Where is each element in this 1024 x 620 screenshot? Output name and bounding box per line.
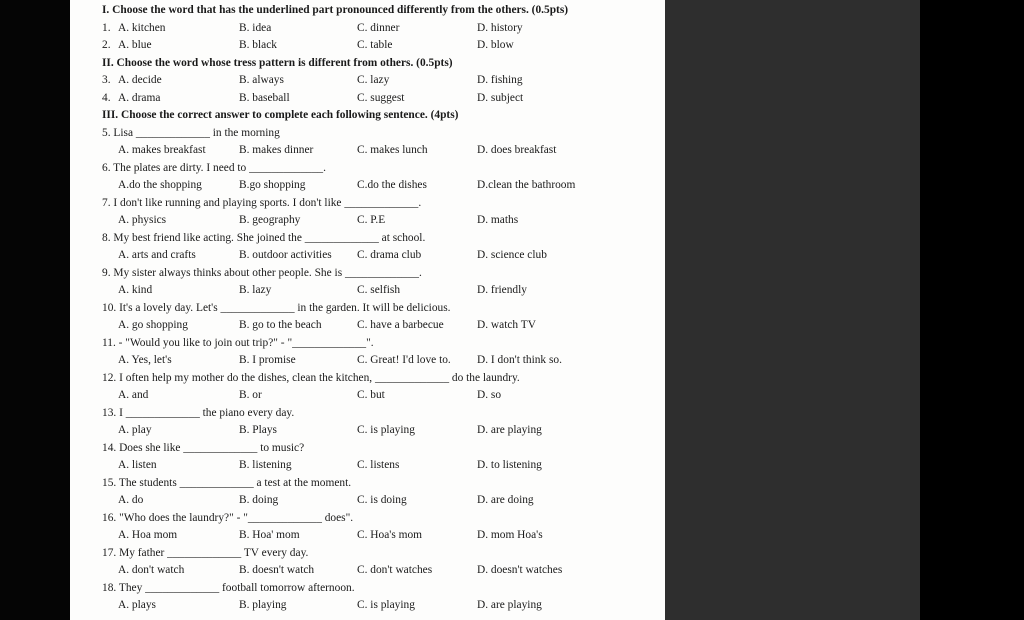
- option-c: C. don't watches: [357, 564, 433, 576]
- option-c: C. makes lunch: [357, 144, 428, 156]
- worksheet-content: [102, 2, 662, 615]
- option-c: C. Hoa's mom: [357, 529, 423, 541]
- answer-options-row: [102, 142, 662, 160]
- option-c: C. Great! I'd love to.: [357, 354, 451, 366]
- option-b: B. Plays: [239, 424, 277, 436]
- option-a: A. Hoa mom: [118, 529, 178, 541]
- section-heading: [102, 107, 662, 125]
- option-a: A. don't watch: [118, 564, 185, 576]
- option-c: C. listens: [357, 459, 400, 471]
- right-gray-panel: [665, 0, 920, 620]
- option-d: D. subject: [477, 91, 524, 104]
- right-dark-margin: [920, 0, 1024, 620]
- question-stem: [102, 510, 662, 528]
- option-b: B. playing: [239, 599, 287, 611]
- answer-options-row: [102, 527, 662, 545]
- option-a: A. plays: [118, 599, 156, 611]
- question-text: 18. They _____________ football tomorrow afternoon.: [102, 581, 355, 594]
- section-heading-text: I. Choose the word that has the underlined part pronounced differently from the others. (0.5pts): [102, 4, 569, 16]
- question-stem: [102, 475, 662, 493]
- answer-options-row: [102, 317, 662, 335]
- option-a: A. makes breakfast: [118, 144, 206, 156]
- answer-options-row: [102, 597, 662, 615]
- answer-options-row: [102, 457, 662, 475]
- section-heading: [102, 55, 662, 73]
- question-stem: [102, 265, 662, 283]
- option-b: B. lazy: [239, 284, 272, 296]
- option-b: B. outdoor activities: [239, 249, 332, 261]
- question-number: 2.: [102, 39, 111, 51]
- option-b: B. black: [239, 39, 277, 51]
- option-a: A. go shopping: [118, 319, 188, 331]
- option-b: B.go shopping: [239, 179, 306, 191]
- section-heading-text: III. Choose the correct answer to complete each following sentence. (4pts): [102, 109, 459, 121]
- option-d: D. are playing: [477, 599, 542, 611]
- option-d: D. are doing: [477, 494, 534, 506]
- option-a: A. blue: [118, 39, 152, 51]
- option-c: C.do the dishes: [357, 179, 427, 191]
- option-c: C. table: [357, 39, 393, 51]
- question-text: 6. The plates are dirty. I need to _____________.: [102, 161, 326, 174]
- option-a: A. do: [118, 494, 144, 506]
- option-a: A. play: [118, 424, 152, 436]
- question-number: 1.: [102, 21, 111, 34]
- option-a: A. drama: [118, 91, 161, 104]
- question-text: 9. My sister always thinks about other people. She is _____________.: [102, 266, 422, 279]
- answer-options-row: [102, 562, 662, 580]
- option-b: B. or: [239, 389, 262, 401]
- answer-options-row: [102, 387, 662, 405]
- question-stem: [102, 580, 662, 598]
- option-c: C. is doing: [357, 494, 407, 506]
- question-stem: [102, 405, 662, 423]
- answer-options-row: [102, 492, 662, 510]
- option-b: B. always: [239, 74, 284, 86]
- option-b: B. makes dinner: [239, 144, 314, 156]
- question-text: 17. My father _____________ TV every day.: [102, 546, 309, 559]
- option-c: C. but: [357, 389, 385, 401]
- question-text: 5. Lisa _____________ in the morning: [102, 126, 280, 139]
- answer-options-row: [102, 282, 662, 300]
- option-d: D. science club: [477, 249, 547, 261]
- option-d: D. fishing: [477, 74, 523, 86]
- option-a: A. arts and crafts: [118, 249, 196, 261]
- option-a: A. physics: [118, 214, 167, 226]
- option-c: C. is playing: [357, 599, 415, 611]
- option-d: D. so: [477, 389, 502, 401]
- question-stem: [102, 300, 662, 318]
- option-a: A. listen: [118, 459, 157, 471]
- question-text: 8. My best friend like acting. She joined the _____________ at school.: [102, 231, 426, 244]
- option-a: A. kind: [118, 284, 153, 296]
- section-heading-text: II. Choose the word whose tress pattern is different from others. (0.5pts): [102, 56, 453, 69]
- option-d: D. maths: [477, 214, 519, 226]
- option-c: C. is playing: [357, 424, 415, 436]
- option-d: D. are playing: [477, 424, 542, 436]
- question-stem: [102, 160, 662, 178]
- option-c: C. dinner: [357, 21, 400, 34]
- question-text: 7. I don't like running and playing sports. I don't like _____________.: [102, 196, 422, 209]
- question-stem: [102, 335, 662, 353]
- left-dark-margin: [0, 0, 70, 620]
- question-text: 13. I _____________ the piano every day.: [102, 406, 295, 419]
- option-b: B. listening: [239, 459, 292, 471]
- option-d: D. does breakfast: [477, 144, 557, 156]
- question-text: 16. "Who does the laundry?" - "_____________ does".: [102, 511, 354, 524]
- answer-options-row: [102, 72, 662, 90]
- option-b: B. go to the beach: [239, 319, 322, 331]
- option-d: D. mom Hoa's: [477, 529, 543, 541]
- question-text: 11. - "Would you like to join out trip?" - "_____________".: [102, 336, 374, 349]
- option-d: D. history: [477, 21, 523, 34]
- option-b: B. I promise: [239, 354, 296, 366]
- option-b: B. Hoa' mom: [239, 529, 300, 541]
- option-d: D. I don't think so.: [477, 354, 562, 366]
- option-a: A.do the shopping: [118, 179, 202, 191]
- option-c: C. drama club: [357, 249, 422, 261]
- answer-options-row: [102, 177, 662, 195]
- answer-options-row: [102, 247, 662, 265]
- option-c: C. suggest: [357, 91, 405, 104]
- answer-options-row: [102, 212, 662, 230]
- option-d: D. blow: [477, 39, 514, 51]
- question-number: 3.: [102, 74, 111, 86]
- option-c: C. have a barbecue: [357, 319, 444, 331]
- answer-options-row: [102, 20, 662, 38]
- option-b: B. doesn't watch: [239, 564, 315, 576]
- section-heading: [102, 2, 662, 20]
- question-stem: [102, 125, 662, 143]
- option-d: D. to listening: [477, 459, 542, 471]
- question-text: 10. It's a lovely day. Let's _____________ in the garden. It will be delicious.: [102, 301, 451, 314]
- answer-options-row: [102, 352, 662, 370]
- option-c: C. lazy: [357, 74, 390, 86]
- option-a: A. decide: [118, 74, 162, 86]
- answer-options-row: [102, 422, 662, 440]
- question-stem: [102, 195, 662, 213]
- option-d: D. friendly: [477, 284, 527, 296]
- option-c: C. P.E: [357, 214, 386, 226]
- answer-options-row: [102, 90, 662, 108]
- answer-options-row: [102, 37, 662, 55]
- question-text: 14. Does she like _____________ to music?: [102, 441, 305, 454]
- question-stem: [102, 440, 662, 458]
- question-stem: [102, 545, 662, 563]
- option-b: B. geography: [239, 214, 301, 226]
- option-c: C. selfish: [357, 284, 401, 296]
- option-d: D. doesn't watches: [477, 564, 563, 576]
- option-d: D. watch TV: [477, 319, 536, 331]
- question-stem: [102, 230, 662, 248]
- option-b: B. doing: [239, 494, 279, 506]
- option-b: B. idea: [239, 21, 272, 34]
- question-number: 4.: [102, 91, 111, 104]
- option-d: D.clean the bathroom: [477, 179, 576, 191]
- question-text: 12. I often help my mother do the dishes, clean the kitchen, _____________ do the laundry.: [102, 371, 520, 384]
- option-a: A. Yes, let's: [118, 354, 172, 366]
- question-stem: [102, 370, 662, 388]
- option-a: A. and: [118, 389, 149, 401]
- question-text: 15. The students _____________ a test at the moment.: [102, 476, 352, 489]
- option-a: A. kitchen: [118, 21, 166, 34]
- option-b: B. baseball: [239, 91, 290, 104]
